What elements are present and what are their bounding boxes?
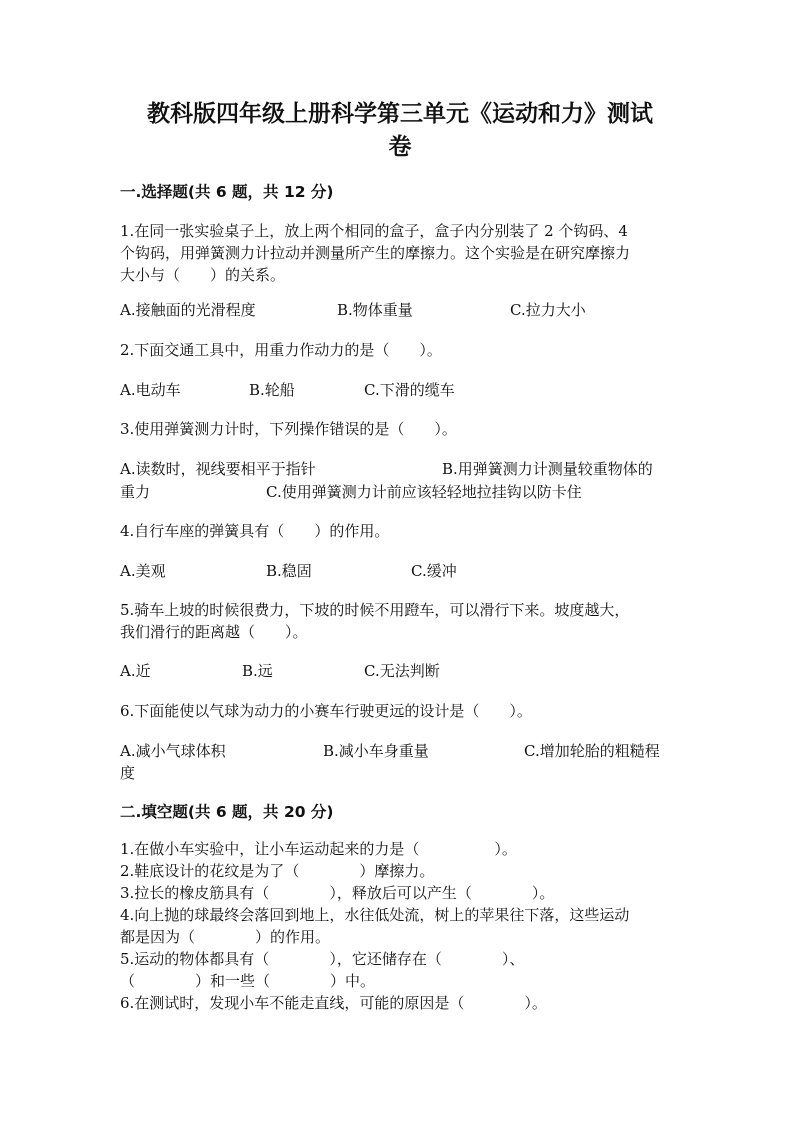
question-1-line-2: 个钩码，用弹簧测力计拉动并测量所产生的摩擦力。这个实验是在研究摩擦力 xyxy=(120,244,631,262)
question-6-option-b: B.减小车身重量 xyxy=(323,742,429,760)
question-1-line-3: 大小与（ ）的关系。 xyxy=(120,266,286,284)
question-1-option-b: B.物体重量 xyxy=(337,301,413,319)
fill-question-6: 6.在测试时，发现小车不能走直线，可能的原因是（ ）。 xyxy=(120,994,547,1012)
question-5-line-2: 我们滑行的距离越（ ）。 xyxy=(120,623,308,641)
question-1-line-1: 1.在同一张实验桌子上，放上两个相同的盒子，盒子内分别装了 2 个钩码、4 xyxy=(120,222,628,240)
question-2-option-b: B.轮船 xyxy=(249,381,295,399)
fill-question-5-line-2: （ ）和一些（ ）中。 xyxy=(120,972,376,990)
fill-question-3: 3.拉长的橡皮筋具有（ ），释放后可以产生（ ）。 xyxy=(120,884,555,902)
question-3-option-b-line-2: 重力 xyxy=(120,483,151,501)
question-2-option-a: A.电动车 xyxy=(120,381,181,399)
question-4-option-a: A.美观 xyxy=(120,562,166,580)
question-5-line-1: 5.骑车上坡的时候很费力，下坡的时候不用蹬车，可以滑行下来。坡度越大， xyxy=(120,601,630,619)
question-2-text: 2.下面交通工具中，用重力作动力的是（ ）。 xyxy=(120,341,442,359)
question-4-option-c: C.缓冲 xyxy=(411,562,457,580)
question-6-option-a: A.减小气球体积 xyxy=(120,742,226,760)
title-line-1: 教科版四年级上册科学第三单元《运动和力》测试 xyxy=(147,101,653,127)
question-3-option-c: C.使用弹簧测力计前应该轻轻地拉挂钩以防卡住 xyxy=(266,483,582,501)
question-5-option-b: B.远 xyxy=(242,662,273,680)
question-1-option-a: A.接触面的光滑程度 xyxy=(120,301,256,319)
question-5-option-a: A.近 xyxy=(120,662,151,680)
fill-question-4-line-2: 都是因为（ ）的作用。 xyxy=(120,928,331,946)
question-3-option-b-line-1: B.用弹簧测力计测量较重物体的 xyxy=(442,460,653,478)
fill-question-1: 1.在做小车实验中，让小车运动起来的力是（ ）。 xyxy=(120,840,517,858)
question-4-text: 4.自行车座的弹簧具有（ ）的作用。 xyxy=(120,522,390,540)
question-3-text: 3.使用弹簧测力计时，下列操作错误的是（ ）。 xyxy=(120,420,457,438)
page-title xyxy=(120,98,680,164)
question-3-option-a: A.读数时，视线要相平于指针 xyxy=(120,460,316,478)
section-heading-choice: 一.选择题(共 6 题，共 12 分) xyxy=(120,183,334,201)
question-6-option-c-line-1: C.增加轮胎的粗糙程 xyxy=(524,742,660,760)
question-4-option-b: B.稳固 xyxy=(266,562,312,580)
question-6-text: 6.下面能使以气球为动力的小赛车行驶更远的设计是（ ）。 xyxy=(120,702,532,720)
title-line-2: 卷 xyxy=(388,134,412,160)
fill-question-4-line-1: 4.向上抛的球最终会落回到地上，水往低处流，树上的苹果往下落，这些运动 xyxy=(120,906,630,924)
question-2-option-c: C.下滑的缆车 xyxy=(364,381,455,399)
fill-question-5-line-1: 5.运动的物体都具有（ ），它还储存在（ ）、 xyxy=(120,950,525,968)
question-6-option-c-line-2: 度 xyxy=(120,764,136,782)
question-5-option-c: C.无法判断 xyxy=(364,662,440,680)
section-heading-fill: 二.填空题(共 6 题，共 20 分) xyxy=(120,803,334,821)
question-1-option-c: C.拉力大小 xyxy=(510,301,586,319)
fill-question-2: 2.鞋底设计的花纹是为了（ ）摩擦力。 xyxy=(120,862,435,880)
